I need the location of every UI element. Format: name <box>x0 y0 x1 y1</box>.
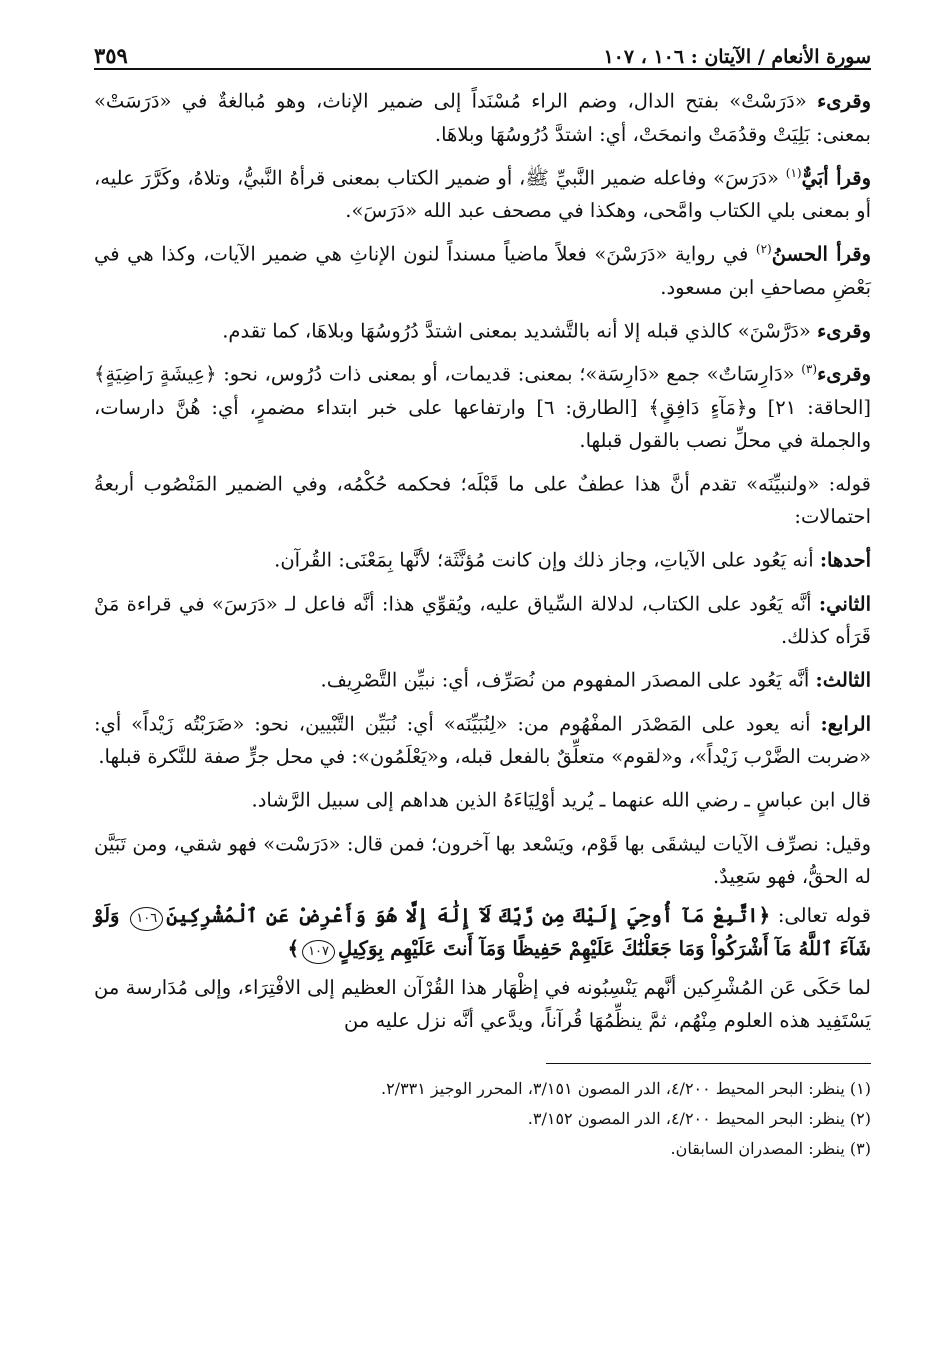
paragraph: الرابع: أنه يعود على المَصْدَر المفْهُوم من: «لِنُبَيِّنَه» أي: نُبَيِّن التَّبْيين، نحو: «ضَرَبْتُه زَيْداً» أي: «ضربت الضَّرْب زَيْداً»، و«لقوم» متعلِّقٌ بالفعل قبله، و«يَعْلَمُون»: في محل جرٍّ صفة للنَّكرة قبلها. <box>94 712 871 768</box>
verse-text: وَلَوْ شَآءَ ٱللَّهُ مَآ أَشْرَكُواْ وَمَا جَعَلْنَٰكَ عَلَيْهِمْ حَفِيظًا وَمَآ أَنتَ عَلَيْهِم بِوَكِيلٍ <box>94 904 871 960</box>
quran-verse <box>94 899 871 965</box>
footnote-divider <box>546 1063 871 1064</box>
ayah-number-marker: ١٠٦ <box>130 907 163 931</box>
footnote: (١) ينظر: البحر المحيط ٤/٢٠٠، الدر المصون ٣/١٥١، المحرر الوجيز ٢/٣٣١. <box>380 1079 871 1098</box>
footnote-ref: (٣) <box>801 362 818 376</box>
footnote: (٣) ينظر: المصدران السابقان. <box>670 1139 871 1158</box>
footnote-ref: (١) <box>785 165 802 180</box>
paragraph: وقرأ أبَيٌّ$^{(١)}$ «دَرَسَ» وفاعله ضمير النَّبيِّ ﷺ، أو ضمير الكتاب بمعنى قرأهُ النَّبيُّ، وتلاهُ، وكَرَّرَ عليه، أو بمعنى بلي الكتاب وامَّحى، وهكذا في مصحف عبد الله «دَرَسَ». <box>94 165 871 222</box>
running-header <box>94 34 871 70</box>
paragraph: وقرىء «دَرَّسْنَ» كالذي قبله إلا أنه بالتَّشديد بمعنى اشتدَّ دُرُوسُهَا وبلاهَا، كما تقدم. <box>222 319 871 342</box>
paragraph: وقرأ الحسنُ$^{(٢)}$ في رواية «دَرَسْنَ» فعلاً ماضياً مسنداً لنون الإناثِ هي ضمير الآيات، وكذا هي في بَعْضِ مصاحفِ ابن مسعود. <box>94 242 871 299</box>
quran-intro: قوله تعالى: <box>770 904 872 927</box>
ayah-number-marker: ١٠٧ <box>302 940 335 964</box>
paragraph: لما حَكَى عَن المُشْرِكين أنَّهم يَنْسِبُونه في إظْهَار هذا القُرْآن العظيم إلى الافْتِرَاء، وإلى مُدَارسة من يَسْتَفِيد هذه العلوم مِنْهُم، ثمَّ ينظِّمُهَا قُرآناً، ويدَّعي أنَّه نزل عليه من <box>94 976 871 1032</box>
verse-text: ﴿اتَّبِعْ مَآ أُوحِيَ إِلَيْكَ مِن رَّبِّكَ لَآ إِلَٰهَ إِلَّا هُوَ وَأَعْرِضْ عَنِ ٱلْمُشْرِكِينَ <box>166 904 771 927</box>
paragraph: وقرىء$^{(٣)}$ «دَارِسَاتٌ» جمع «دَارِسَة»؛ بمعنى: قديمات، أو بمعنى ذات دُرُوس، نحو: ﴿عِيشَةٍ رَاضِيَةٍ﴾ [الحاقة: ٢١] و﴿مَآءٍ دَافِقٍ﴾ [الطارق: ٦] وارتفاعها على خبر ابتداء مضمرٍ، أي: هُنَّ دارسات، والجملة في محلِّ نصب بالقول قبلها. <box>94 362 871 452</box>
paragraph: قال ابن عباسٍ ـ رضي الله عنهما ـ يُريد أوْلِيَاءَهُ الذين هداهم إلى سبيل الرَّشاد. <box>251 788 871 812</box>
paragraph: الثاني: أنَّه يَعُود على الكتاب، لدلالة السِّياق عليه، ويُقوِّي هذا: أنَّه فاعل لـ «دَرَسَ» في قراءة مَنْ قَرَأه كذلك. <box>94 592 871 648</box>
paragraph: وقيل: نصرِّف الآيات ليشقَى بها قَوْم، ويَسْعد بها آخرون؛ فمن قال: «دَرَسْت» فهو شقي، ومن تَبَيَّن له الحقُّ، فهو سَعِيدٌ. <box>94 832 871 888</box>
paragraph: أحدها: أنه يَعُود على الآياتِ، وجاز ذلك وإن كانت مُؤنَّثَة؛ لأنَّها بِمَعْنَى: القُرآن. <box>274 548 871 572</box>
footnote: (٢) ينظر: البحر المحيط ٤/٢٠٠، الدر المصون ٣/١٥٢. <box>527 1109 871 1128</box>
paragraph: الثالث: أنَّه يَعُود على المصدَر المفهوم من نُصَرِّف، أي: نبيِّن التَّصْرِيف. <box>320 668 871 692</box>
main-text <box>94 80 871 1037</box>
verse-close-bracket: ﴾ <box>287 937 300 960</box>
footnotes-section <box>94 1063 871 1164</box>
page-number: ٣٥٩ <box>94 43 128 68</box>
paragraph: قوله: «ولنبيِّنَه» تقدم أنَّ هذا عطفٌ على ما قَبْلَه؛ فحكمه حُكْمُه، وفي الضمير المَنْصُوب أربعةُ احتمالات: <box>94 472 871 528</box>
header-title: سورة الأنعام / الآيتان : ١٠٦ ، ١٠٧ <box>603 46 871 68</box>
footnote-ref: (٢) <box>755 242 772 256</box>
paragraph: وقرىء «دَرَسْتْ» بفتح الدال، وضم الراء مُسْنَداً إلى ضمير الإناث، وهو مُبالغةٌ في «دَرَسَتْ» بمعنى: بَلِيَتْ وقدُمَتْ وانمحَتْ، أي: اشتدَّ دُرُوسُهَا وبلاهَا. <box>94 89 871 146</box>
